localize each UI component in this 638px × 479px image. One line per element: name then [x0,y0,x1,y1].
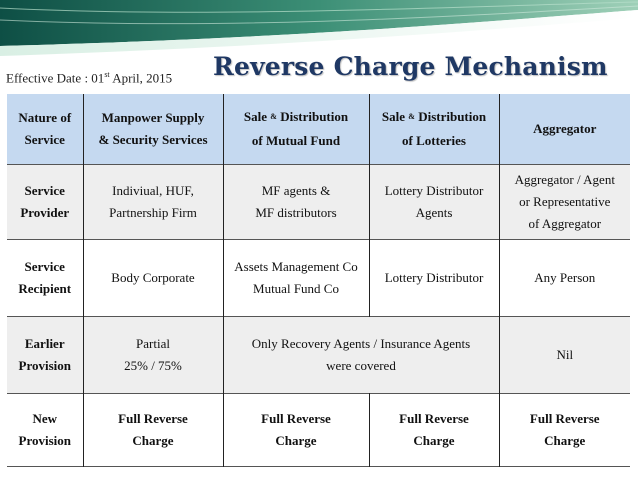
merged-cell: Only Recovery Agents / Insurance Agents were covered [223,317,499,394]
table-cell: Assets Management Co Mutual Fund Co [223,240,369,317]
reverse-charge-table [7,94,630,467]
table-cell: Full Reverse Charge [369,394,499,467]
row-service-provider [7,165,630,240]
table-cell: MF agents & MF distributors [223,165,369,240]
row-label: Service Provider [7,165,83,240]
table-cell: Lottery Distributor [369,240,499,317]
table-cell: Body Corporate [83,240,223,317]
table-cell: Full Reverse Charge [83,394,223,467]
page-title: Reverse Charge Mechanism [213,52,608,81]
col-nature-of-service: Nature of Service [7,94,83,165]
decorative-banner [0,0,638,58]
table-cell: Any Person [499,240,630,317]
row-label: Earlier Provision [7,317,83,394]
header-row [7,94,630,165]
col-lotteries: Sale & Distribution of Lotteries [369,94,499,165]
table-cell: Aggregator / Agent or Representative of Aggregator [499,165,630,240]
table-cell: Partial 25% / 75% [83,317,223,394]
row-earlier-provision [7,317,630,394]
table-cell: Full Reverse Charge [499,394,630,467]
col-mutual-fund: Sale & Distribution of Mutual Fund [223,94,369,165]
effective-date: Effective Date : 01st April, 2015 [6,70,173,86]
row-service-recipient [7,240,630,317]
table-cell: Lottery Distributor Agents [369,165,499,240]
col-manpower-supply: Manpower Supply & Security Services [83,94,223,165]
table-cell: Full Reverse Charge [223,394,369,467]
table-cell: Indiviual, HUF, Partnership Firm [83,165,223,240]
row-new-provision [7,394,630,467]
row-label: New Provision [7,394,83,467]
table-cell: Nil [499,317,630,394]
row-label: Service Recipient [7,240,83,317]
col-aggregator: Aggregator [499,94,630,165]
